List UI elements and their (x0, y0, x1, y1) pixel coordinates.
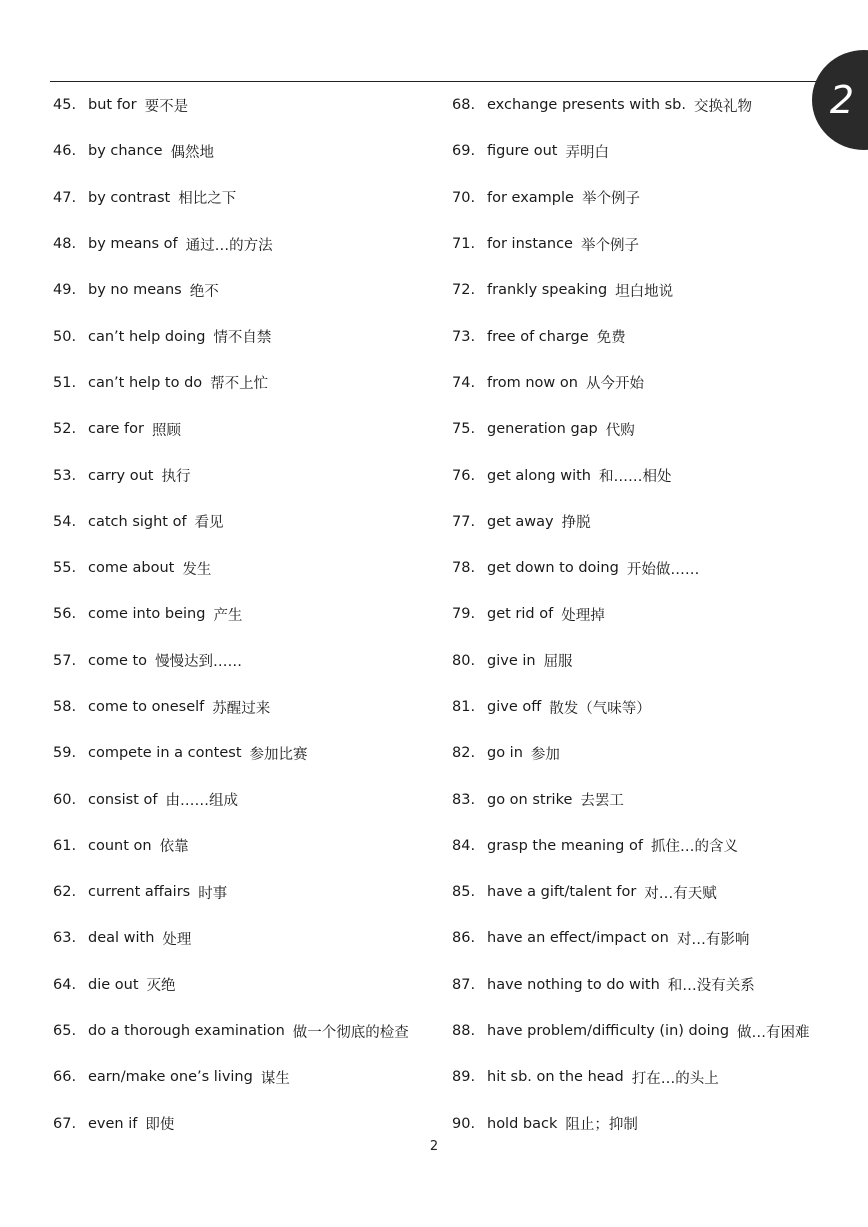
entry-phrase: give in (487, 652, 536, 669)
entry-meaning: 时事 (198, 885, 228, 902)
phrase-entry (53, 499, 409, 545)
entry-number: 81. (452, 699, 476, 715)
entry-number: 51. (53, 374, 77, 391)
entry-number: 66. (53, 1069, 77, 1086)
entry-phrase: current affairs (88, 884, 191, 901)
entry-phrase: get down to doing (487, 560, 619, 577)
entry-phrase: for example (487, 189, 574, 206)
entry-meaning: 产生 (213, 607, 243, 624)
entry-phrase: carry out (88, 467, 154, 484)
entry-number: 80. (452, 652, 476, 669)
phrase-entry (53, 915, 409, 961)
entry-phrase: do a thorough examination (88, 1023, 285, 1040)
entry-phrase: have a gift/talent for (487, 884, 637, 901)
phrase-entry (53, 638, 409, 684)
entry-number: 79. (452, 606, 476, 623)
entry-number: 73. (452, 328, 476, 345)
phrase-entry (452, 869, 810, 915)
entry-meaning: 开始做…… (626, 561, 700, 578)
entry-phrase: but for (88, 97, 137, 114)
phrase-entry (53, 823, 409, 869)
phrase-entry (53, 82, 409, 128)
entry-phrase: generation gap (487, 421, 598, 438)
entry-number: 47. (53, 189, 77, 206)
entry-meaning: 谋生 (260, 1070, 290, 1087)
phrase-entry (452, 1054, 810, 1100)
phrase-entry (452, 591, 810, 637)
phrase-entry (452, 175, 810, 221)
entry-meaning: 帮不上忙 (210, 376, 269, 393)
phrase-entry (53, 1008, 409, 1054)
entry-phrase: die out (88, 976, 139, 993)
phrase-entry (452, 499, 810, 545)
entry-meaning: 坦白地说 (615, 283, 674, 300)
phrase-entry (53, 869, 409, 915)
entry-meaning: 要不是 (144, 98, 189, 115)
entry-meaning: 苏醒过来 (212, 700, 271, 717)
entry-number: 83. (452, 791, 476, 808)
entry-number: 62. (53, 884, 77, 901)
entry-phrase: catch sight of (88, 513, 187, 530)
entry-number: 76. (452, 467, 476, 484)
entry-phrase: come into being (88, 606, 206, 623)
entry-meaning: 弄明白 (565, 144, 609, 161)
entry-number: 70. (452, 189, 476, 206)
phrase-entry (53, 591, 409, 637)
entry-phrase: hold back (487, 1115, 558, 1132)
entry-number: 86. (452, 930, 476, 947)
entry-number: 87. (452, 976, 476, 993)
phrase-entry (53, 313, 409, 359)
phrase-entry (53, 406, 409, 452)
phrase-entry (452, 776, 810, 822)
entry-phrase: have problem/difficulty (in) doing (487, 1023, 730, 1040)
phrase-entry (53, 360, 409, 406)
entry-phrase: even if (88, 1115, 138, 1132)
phrase-entry (452, 128, 810, 174)
entry-phrase: hit sb. on the head (487, 1069, 624, 1086)
phrase-entry (452, 1008, 810, 1054)
entry-number: 55. (53, 560, 77, 577)
right-column (452, 82, 810, 1147)
entry-meaning: 散发（气味等） (549, 700, 651, 717)
phrase-entry (452, 313, 810, 359)
entry-meaning: 偶然地 (170, 144, 215, 161)
entry-phrase: have an effect/impact on (487, 930, 669, 947)
phrase-entry (452, 823, 810, 869)
entry-meaning: 参加 (530, 746, 560, 763)
entry-number: 71. (452, 236, 476, 253)
entry-meaning: 照顾 (151, 422, 181, 439)
entry-number: 90. (452, 1115, 476, 1132)
entry-meaning: 抓住…的含义 (650, 839, 738, 856)
entry-phrase: earn/make one’s living (88, 1069, 253, 1086)
entry-phrase: deal with (88, 930, 155, 947)
entry-phrase: have nothing to do with (487, 976, 660, 993)
entry-meaning: 相比之下 (178, 191, 237, 208)
entry-phrase: frankly speaking (487, 282, 608, 299)
entry-number: 63. (53, 930, 77, 947)
phrase-entry (452, 915, 810, 961)
entry-meaning: 看见 (194, 515, 224, 532)
entry-number: 60. (53, 791, 77, 808)
entry-phrase: from now on (487, 374, 578, 391)
phrase-entry (53, 175, 409, 221)
entry-meaning: 发生 (182, 561, 212, 578)
entry-number: 49. (53, 282, 77, 299)
entry-meaning: 去罢工 (580, 793, 624, 810)
entry-meaning: 做…有困难 (737, 1024, 810, 1041)
phrase-entry (452, 267, 810, 313)
entry-meaning: 处理 (162, 931, 192, 948)
phrase-entry (53, 221, 409, 267)
entry-meaning: 免费 (596, 330, 626, 347)
entry-meaning: 和……相处 (598, 469, 672, 486)
entry-number: 59. (53, 745, 77, 762)
entry-number: 68. (452, 97, 476, 114)
entry-phrase: get along with (487, 467, 591, 484)
entry-number: 78. (452, 560, 476, 577)
entry-number: 89. (452, 1069, 476, 1086)
entry-number: 58. (53, 699, 77, 715)
phrase-entry (452, 730, 810, 776)
phrase-entry (53, 730, 409, 776)
entry-phrase: can’t help to do (88, 374, 203, 391)
entry-meaning: 对…有影响 (676, 931, 750, 948)
phrase-entry (53, 962, 409, 1008)
left-column (53, 82, 409, 1147)
entry-meaning: 举个例子 (581, 191, 640, 208)
entry-phrase: get away (487, 513, 554, 530)
entry-phrase: consist of (88, 791, 158, 808)
entry-meaning: 打在…的头上 (631, 1070, 719, 1087)
entry-meaning: 依靠 (159, 839, 189, 856)
entry-phrase: can’t help doing (88, 328, 206, 345)
entry-meaning: 由……组成 (165, 793, 238, 810)
entry-phrase: for instance (487, 236, 573, 253)
entry-meaning: 绝不 (189, 283, 219, 300)
entry-phrase: come about (88, 560, 175, 577)
entry-meaning: 和…没有关系 (667, 978, 755, 995)
page-badge-number: 2 (829, 78, 855, 122)
entry-number: 50. (53, 328, 77, 345)
phrase-entry (452, 452, 810, 498)
entry-number: 72. (452, 282, 476, 299)
entry-number: 53. (53, 467, 77, 484)
entry-meaning: 挣脱 (561, 515, 591, 532)
entry-phrase: figure out (487, 143, 558, 160)
page-number: 2 (429, 1139, 439, 1154)
entry-meaning: 阻止；抑制 (565, 1117, 638, 1134)
entry-number: 67. (53, 1115, 77, 1132)
phrase-entry (452, 82, 810, 128)
entry-meaning: 通过…的方法 (185, 237, 273, 254)
phrase-entry (53, 776, 409, 822)
phrase-entry (53, 684, 409, 730)
phrase-entry (53, 1054, 409, 1100)
entry-number: 85. (452, 884, 476, 901)
entry-meaning: 对…有天赋 (644, 885, 717, 902)
entry-meaning: 即使 (145, 1117, 175, 1134)
entry-phrase: come to oneself (88, 699, 205, 715)
entry-number: 61. (53, 837, 77, 854)
entry-meaning: 交换礼物 (694, 98, 752, 115)
phrase-entry (452, 360, 810, 406)
entry-number: 54. (53, 513, 77, 530)
entry-phrase: by no means (88, 282, 182, 299)
phrase-entry (53, 128, 409, 174)
phrase-entry (53, 452, 409, 498)
entry-meaning: 从今开始 (585, 376, 644, 393)
entry-meaning: 做一个彻底的检查 (292, 1024, 409, 1041)
entry-number: 69. (452, 143, 476, 160)
entry-number: 75. (452, 421, 476, 438)
entry-meaning: 情不自禁 (213, 330, 272, 347)
entry-number: 84. (452, 837, 476, 854)
entry-meaning: 灭绝 (146, 978, 176, 995)
entry-meaning: 举个例子 (580, 237, 639, 254)
entry-number: 64. (53, 976, 77, 993)
entry-number: 65. (53, 1023, 77, 1040)
entry-phrase: give off (487, 699, 542, 715)
entry-phrase: go in (487, 745, 523, 762)
entry-phrase: count on (88, 837, 152, 854)
entry-number: 45. (53, 97, 77, 114)
phrase-entry (53, 545, 409, 591)
entry-number: 48. (53, 236, 77, 253)
entry-number: 56. (53, 606, 77, 623)
phrase-entry (53, 267, 409, 313)
entry-phrase: care for (88, 421, 144, 438)
phrase-entry (452, 962, 810, 1008)
entry-phrase: come to (88, 652, 148, 669)
phrase-entry (452, 638, 810, 684)
entry-phrase: compete in a contest (88, 745, 242, 762)
entry-phrase: free of charge (487, 328, 589, 345)
entry-phrase: go on strike (487, 791, 573, 808)
entry-meaning: 处理掉 (561, 607, 605, 624)
entry-phrase: by contrast (88, 189, 171, 206)
entry-meaning: 执行 (161, 469, 191, 486)
entry-meaning: 代购 (605, 422, 635, 439)
entry-phrase: by chance (88, 143, 163, 160)
phrase-entry (452, 684, 810, 730)
entry-number: 46. (53, 143, 77, 160)
entry-number: 57. (53, 652, 77, 669)
entry-phrase: exchange presents with sb. (487, 97, 686, 114)
entry-number: 52. (53, 421, 77, 438)
entry-phrase: get rid of (487, 606, 554, 623)
phrase-entry (452, 545, 810, 591)
entry-meaning: 参加比赛 (249, 746, 308, 763)
entry-number: 77. (452, 513, 476, 530)
entry-meaning: 慢慢达到…… (155, 654, 243, 671)
entry-number: 82. (452, 745, 476, 762)
phrase-entry (452, 406, 810, 452)
entry-number: 88. (452, 1023, 476, 1040)
entry-phrase: by means of (88, 236, 178, 253)
phrase-entry (452, 221, 810, 267)
entry-number: 74. (452, 374, 476, 391)
entry-phrase: grasp the meaning of (487, 837, 643, 854)
entry-meaning: 屈服 (543, 654, 573, 671)
